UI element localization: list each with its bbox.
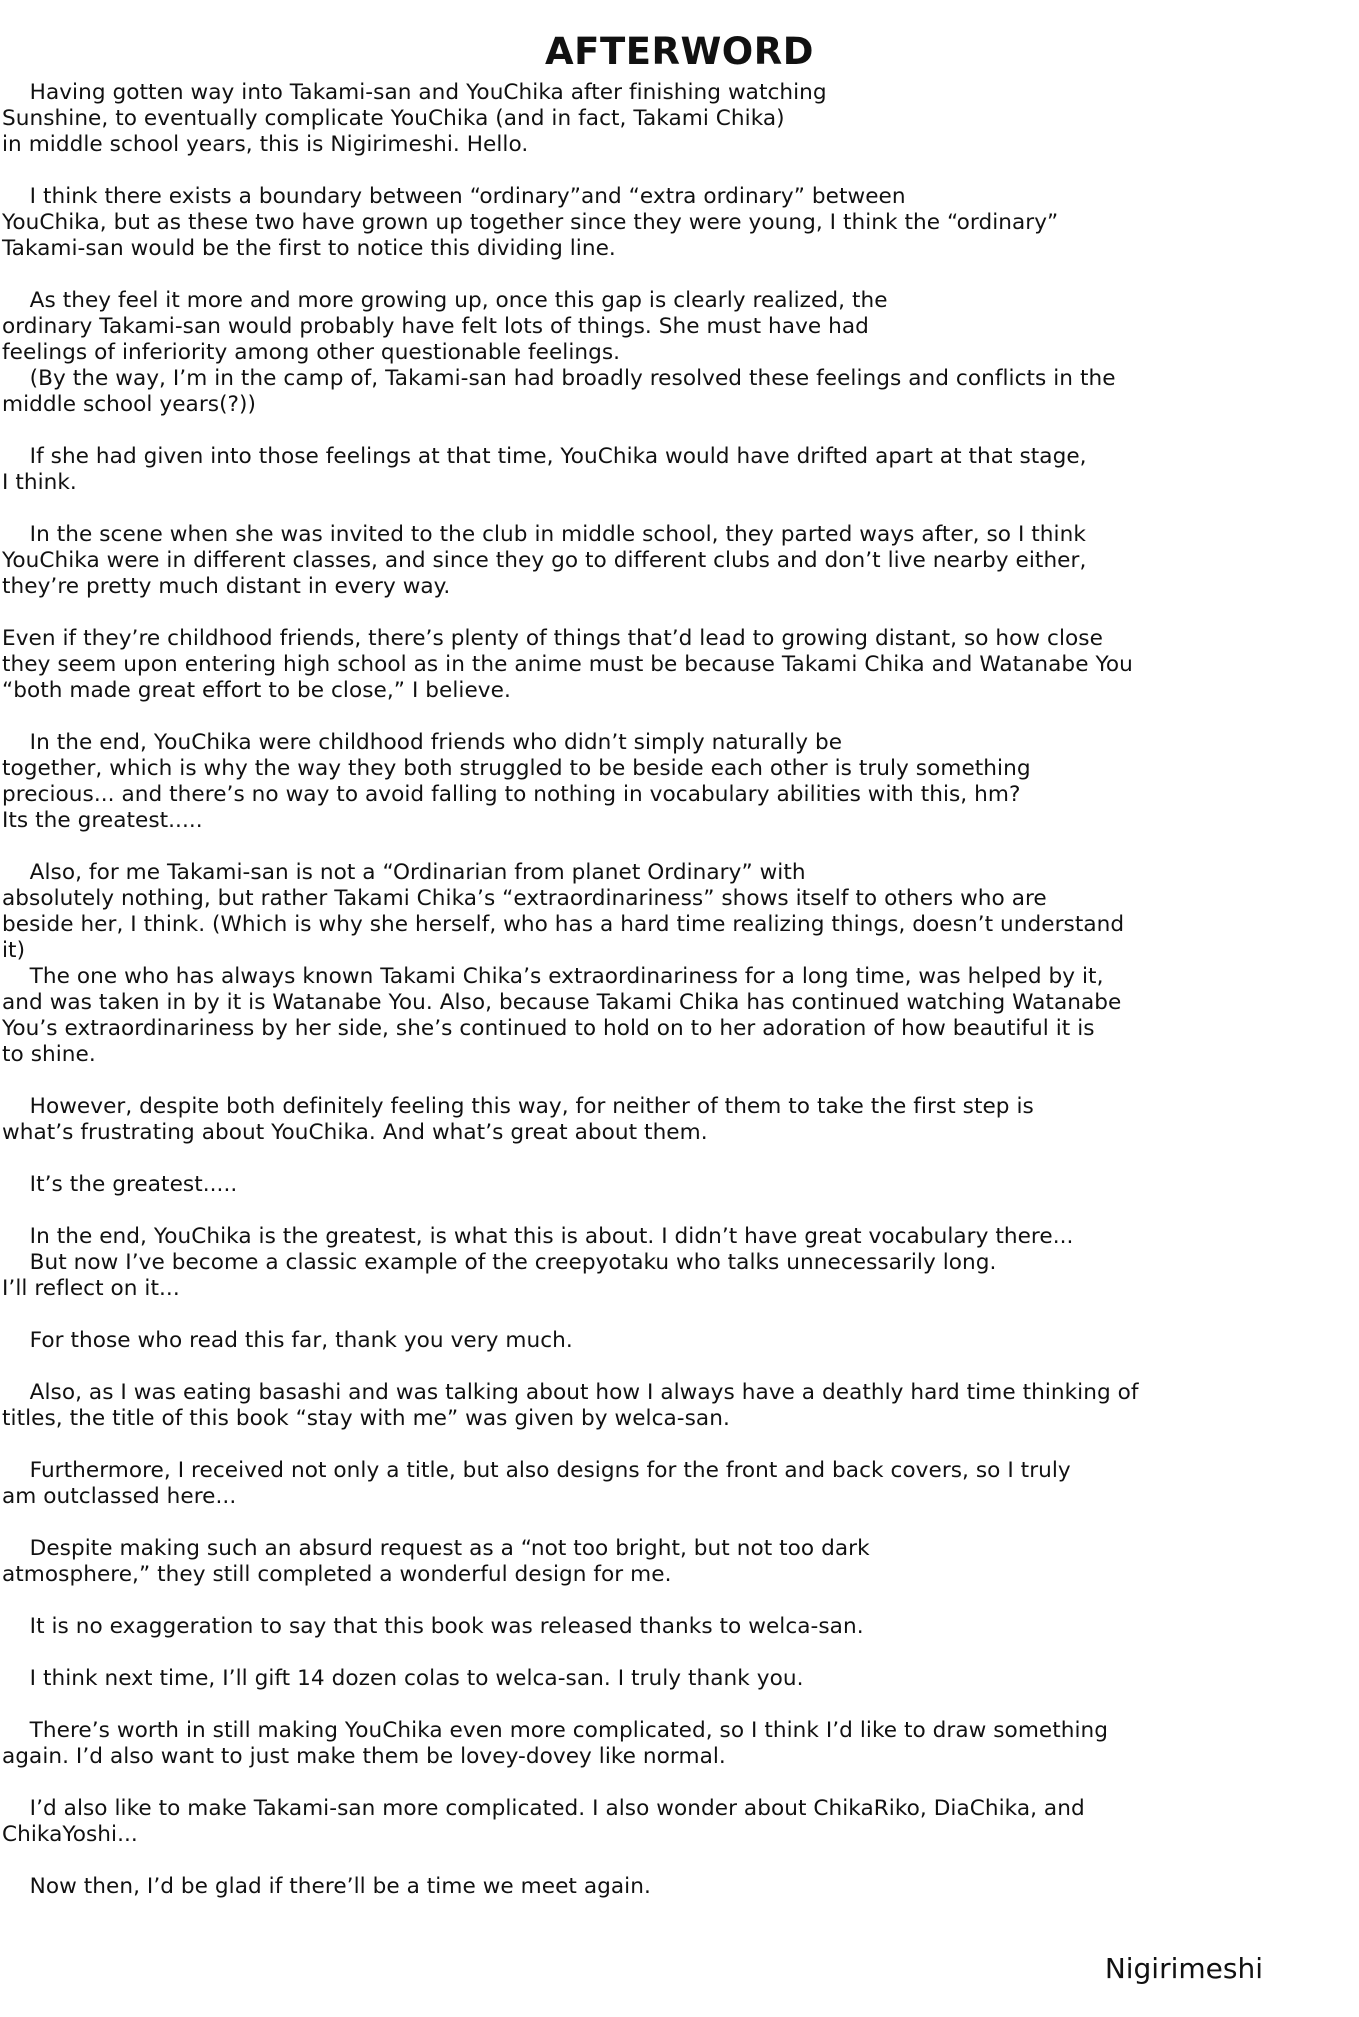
paragraph-gap: [2, 1510, 1354, 1536]
paragraph: [2, 1328, 1354, 1354]
paragraph-gap: [2, 1848, 1354, 1874]
paragraph-gap: [2, 1146, 1354, 1172]
paragraph: [2, 1718, 1354, 1770]
paragraph-line: You’s extraordinariness by her side, she’s continued to hold on to her adoration of how beautiful it is: [2, 1016, 1095, 1041]
paragraph-line: YouChika were in different classes, and since they go to different clubs and don’t live nearby either,: [2, 548, 1087, 573]
paragraph: [2, 860, 1354, 1068]
paragraph: [2, 444, 1354, 496]
paragraph-line: they seem upon entering high school as in the anime must be because Takami Chika and Watanabe You: [2, 652, 1133, 677]
paragraph: [2, 1796, 1354, 1848]
paragraph: [2, 1380, 1354, 1432]
paragraph: [2, 80, 1354, 158]
paragraph-line: Its the greatest.....: [2, 808, 203, 833]
paragraph-line: As they feel it more and more growing up, once this gap is clearly realized, the: [2, 288, 888, 313]
paragraph-line: It is no exaggeration to say that this book was released thanks to welca-san.: [2, 1614, 864, 1639]
paragraph-line: again. I’d also want to just make them be lovey-dovey like normal.: [2, 1744, 726, 1769]
paragraph-line: middle school years(?)): [2, 392, 257, 417]
paragraph-line: In the scene when she was invited to the club in middle school, they parted ways after, so I think: [2, 522, 1086, 547]
paragraph: [2, 1874, 1354, 1900]
paragraph-gap: [2, 704, 1354, 730]
paragraph: [2, 1224, 1354, 1302]
paragraph: [2, 626, 1354, 704]
paragraph-gap: [2, 1432, 1354, 1458]
paragraph-gap: [2, 418, 1354, 444]
paragraph-gap: [2, 1640, 1354, 1666]
paragraph-gap: [2, 1770, 1354, 1796]
paragraph: [2, 1094, 1354, 1146]
paragraph-line: However, despite both definitely feeling this way, for neither of them to take the first step is: [2, 1094, 1034, 1119]
paragraph-line: Furthermore, I received not only a title, but also designs for the front and back covers, so I truly: [2, 1458, 1071, 1483]
paragraph-gap: [2, 496, 1354, 522]
paragraph: [2, 1458, 1354, 1510]
paragraph: [2, 1172, 1354, 1198]
paragraph-line: The one who has always known Takami Chika’s extraordinariness for a long time, was helped by it,: [2, 964, 1104, 989]
paragraph-line: precious... and there’s no way to avoid falling to nothing in vocabulary abilities with this, hm?: [2, 782, 1021, 807]
paragraph-line: Sunshine, to eventually complicate YouChika (and in fact, Takami Chika): [2, 106, 785, 131]
paragraph-line: atmosphere,” they still completed a wonderful design for me.: [2, 1562, 672, 1587]
paragraph-line: I think.: [2, 470, 77, 495]
paragraph-line: I’ll reflect on it...: [2, 1276, 180, 1301]
paragraph-line: ChikaYoshi...: [2, 1822, 138, 1847]
paragraph-line: Also, as I was eating basashi and was talking about how I always have a deathly hard time thinking of: [2, 1380, 1139, 1405]
paragraph-line: But now I’ve become a classic example of the creepyotaku who talks unnecessarily long.: [2, 1250, 997, 1275]
paragraph-line: they’re pretty much distant in every way.: [2, 574, 451, 599]
paragraph-line: Also, for me Takami-san is not a “Ordinarian from planet Ordinary” with: [2, 860, 806, 885]
paragraph-line: If she had given into those feelings at that time, YouChika would have drifted apart at that stage,: [2, 444, 1087, 469]
paragraph: [2, 1536, 1354, 1588]
paragraph-line: beside her, I think. (Which is why she herself, who has a hard time realizing things, doesn’t understand: [2, 912, 1125, 937]
paragraph-line: “both made great effort to be close,” I believe.: [2, 678, 511, 703]
paragraph-gap: [2, 1068, 1354, 1094]
paragraph-gap: [2, 1692, 1354, 1718]
paragraph-line: In the end, YouChika were childhood friends who didn’t simply naturally be: [2, 730, 843, 755]
page-title: AFTERWORD: [545, 30, 814, 73]
paragraph: [2, 1614, 1354, 1640]
paragraph-line: absolutely nothing, but rather Takami Chika’s “extraordinariness” shows itself to others who are: [2, 886, 1047, 911]
paragraph-line: what’s frustrating about YouChika. And what’s great about them.: [2, 1120, 708, 1145]
paragraph-line: Takami-san would be the first to notice this dividing line.: [2, 236, 616, 261]
paragraph-line: In the end, YouChika is the greatest, is what this is about. I didn’t have great vocabulary there...: [2, 1224, 1074, 1249]
paragraph-gap: [2, 262, 1354, 288]
afterword-body: [2, 80, 1354, 1900]
paragraph-line: (By the way, I’m in the camp of, Takami-san had broadly resolved these feelings and conflicts in the: [2, 366, 1116, 391]
paragraph: [2, 184, 1354, 262]
paragraph: [2, 1666, 1354, 1692]
paragraph-line: and was taken in by it is Watanabe You. Also, because Takami Chika has continued watching Watanabe: [2, 990, 1122, 1015]
paragraph-gap: [2, 1198, 1354, 1224]
author-signature: Nigirimeshi: [1104, 1952, 1263, 1985]
paragraph-gap: [2, 600, 1354, 626]
paragraph-line: I think next time, I’ll gift 14 dozen colas to welca-san. I truly thank you.: [2, 1666, 804, 1691]
paragraph-line: Now then, I’d be glad if there’ll be a time we meet again.: [2, 1874, 651, 1899]
paragraph-line: Having gotten way into Takami-san and YouChika after finishing watching: [2, 80, 827, 105]
paragraph-gap: [2, 158, 1354, 184]
paragraph-line: YouChika, but as these two have grown up together since they were young, I think the “ordinary”: [2, 210, 1059, 235]
paragraph: [2, 730, 1354, 834]
paragraph-line: feelings of inferiority among other questionable feelings.: [2, 340, 621, 365]
paragraph-line: it): [2, 938, 26, 963]
paragraph-gap: [2, 1588, 1354, 1614]
paragraph-line: It’s the greatest.....: [2, 1172, 238, 1197]
paragraph-line: For those who read this far, thank you very much.: [2, 1328, 573, 1353]
paragraph-gap: [2, 1354, 1354, 1380]
paragraph-line: together, which is why the way they both struggled to be beside each other is truly something: [2, 756, 1031, 781]
paragraph-line: in middle school years, this is Nigirimeshi. Hello.: [2, 132, 529, 157]
paragraph-line: to shine.: [2, 1042, 96, 1067]
paragraph-gap: [2, 1302, 1354, 1328]
paragraph-line: ordinary Takami-san would probably have felt lots of things. She must have had: [2, 314, 869, 339]
paragraph: [2, 288, 1354, 418]
paragraph: [2, 522, 1354, 600]
paragraph-gap: [2, 834, 1354, 860]
paragraph-line: am outclassed here...: [2, 1484, 237, 1509]
paragraph-line: There’s worth in still making YouChika even more complicated, so I think I’d like to draw something: [2, 1718, 1109, 1743]
paragraph-line: I’d also like to make Takami-san more complicated. I also wonder about ChikaRiko, DiaChika, and: [2, 1796, 1085, 1821]
paragraph-line: I think there exists a boundary between “ordinary”and “extra ordinary” between: [2, 184, 906, 209]
paragraph-line: titles, the title of this book “stay with me” was given by welca-san.: [2, 1406, 730, 1431]
paragraph-line: Even if they’re childhood friends, there’s plenty of things that’d lead to growing distant, so how close: [2, 626, 1103, 651]
paragraph-line: Despite making such an absurd request as a “not too bright, but not too dark: [2, 1536, 870, 1561]
